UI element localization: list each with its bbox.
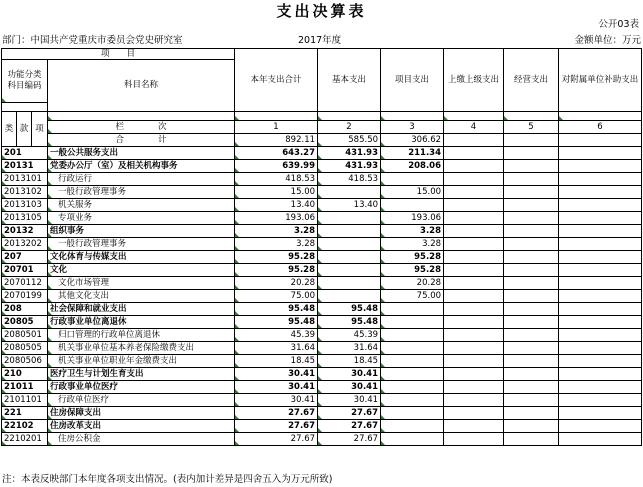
row-name: 机关事业单位基本养老保险缴费支出 — [48, 342, 235, 355]
row-code: 22102 — [2, 420, 48, 433]
row-name: 住房保障支出 — [48, 407, 235, 420]
row-total: 30.41 — [235, 368, 318, 381]
row-total: 31.64 — [235, 342, 318, 355]
table-row — [2, 303, 642, 316]
row-operation — [504, 381, 559, 394]
row-subsidy — [559, 199, 642, 212]
header-lei: 类 — [2, 112, 17, 147]
row-basic — [318, 290, 381, 303]
row-operation — [504, 212, 559, 225]
table-row — [2, 381, 642, 394]
row-total: 27.67 — [235, 433, 318, 446]
total-row-project: 306.62 — [381, 134, 444, 147]
table-row — [2, 355, 642, 368]
row-total: 95.48 — [235, 303, 318, 316]
table-row — [2, 420, 642, 433]
table-row — [2, 329, 642, 342]
row-project: 193.06 — [381, 212, 444, 225]
row-code: 208 — [2, 303, 48, 316]
row-name: 行政运行 — [48, 173, 235, 186]
row-code: 21011 — [2, 381, 48, 394]
year-label: 2017年度 — [298, 35, 342, 46]
row-code: 2013101 — [2, 173, 48, 186]
row-code: 210 — [2, 368, 48, 381]
row-total: 95.48 — [235, 316, 318, 329]
row-project: 211.34 — [381, 147, 444, 160]
row-basic: 30.41 — [318, 368, 381, 381]
row-upper — [444, 316, 504, 329]
row-total: 3.28 — [235, 238, 318, 251]
row-operation — [504, 407, 559, 420]
table-row — [2, 251, 642, 264]
row-operation — [504, 420, 559, 433]
row-subsidy — [559, 186, 642, 199]
row-project — [381, 316, 444, 329]
row-name: 文化体育与传媒支出 — [48, 251, 235, 264]
header-spacer — [504, 112, 559, 121]
row-basic: 30.41 — [318, 381, 381, 394]
row-code: 2013102 — [2, 186, 48, 199]
row-basic: 27.67 — [318, 407, 381, 420]
row-code: 20701 — [2, 264, 48, 277]
row-upper — [444, 368, 504, 381]
row-operation — [504, 368, 559, 381]
row-subsidy — [559, 303, 642, 316]
row-basic — [318, 238, 381, 251]
row-basic: 45.39 — [318, 329, 381, 342]
row-basic — [318, 186, 381, 199]
row-upper — [444, 251, 504, 264]
row-operation — [504, 290, 559, 303]
row-operation — [504, 186, 559, 199]
header-spacer — [235, 112, 318, 121]
row-name: 党委办公厅（室）及相关机构事务 — [48, 160, 235, 173]
row-basic: 30.41 — [318, 394, 381, 407]
row-name: 一般行政管理事务 — [48, 186, 235, 199]
row-upper — [444, 264, 504, 277]
header-num: 3 — [381, 121, 444, 134]
table-row — [2, 290, 642, 303]
row-name: 文化市场管理 — [48, 277, 235, 290]
row-total: 45.39 — [235, 329, 318, 342]
row-basic: 31.64 — [318, 342, 381, 355]
row-upper — [444, 225, 504, 238]
row-total: 418.53 — [235, 173, 318, 186]
table-row — [2, 199, 642, 212]
row-operation — [504, 329, 559, 342]
row-code: 2210201 — [2, 433, 48, 446]
row-name: 住房改革支出 — [48, 420, 235, 433]
header-spacer — [381, 112, 444, 121]
row-upper — [444, 381, 504, 394]
row-subsidy — [559, 264, 642, 277]
row-project — [381, 355, 444, 368]
row-project: 3.28 — [381, 225, 444, 238]
row-project — [381, 342, 444, 355]
row-operation — [504, 199, 559, 212]
unit-label: 金额单位：万元 — [574, 35, 641, 46]
table-row — [2, 238, 642, 251]
table-row — [2, 394, 642, 407]
total-row-subsidy — [559, 134, 642, 147]
row-code: 2013202 — [2, 238, 48, 251]
total-row-operation — [504, 134, 559, 147]
row-operation — [504, 342, 559, 355]
row-code: 2070112 — [2, 277, 48, 290]
row-upper — [444, 212, 504, 225]
table-row — [2, 186, 642, 199]
table-row — [2, 160, 642, 173]
row-subsidy — [559, 342, 642, 355]
row-upper — [444, 420, 504, 433]
row-basic — [318, 264, 381, 277]
row-project: 3.28 — [381, 238, 444, 251]
row-subsidy — [559, 173, 642, 186]
row-total: 639.99 — [235, 160, 318, 173]
row-name: 行政事业单位医疗 — [48, 381, 235, 394]
row-subsidy — [559, 329, 642, 342]
row-total: 75.00 — [235, 290, 318, 303]
row-subsidy — [559, 394, 642, 407]
row-name: 其他文化支出 — [48, 290, 235, 303]
row-project: 95.28 — [381, 251, 444, 264]
row-subsidy — [559, 381, 642, 394]
row-name: 一般公共服务支出 — [48, 147, 235, 160]
row-subsidy — [559, 160, 642, 173]
table-code: 公开03表 — [598, 19, 639, 30]
row-operation — [504, 394, 559, 407]
row-basic: 418.53 — [318, 173, 381, 186]
header-subsidy: 对附属单位补助支出 — [559, 49, 642, 112]
row-upper — [444, 186, 504, 199]
row-basic: 431.93 — [318, 147, 381, 160]
header-upper: 上缴上级支出 — [444, 49, 504, 112]
row-project — [381, 394, 444, 407]
total-row-basic: 585.50 — [318, 134, 381, 147]
header-code-col: 功能分类科目编码 — [2, 60, 48, 103]
row-name: 组织事务 — [48, 225, 235, 238]
row-total: 20.28 — [235, 277, 318, 290]
row-upper — [444, 407, 504, 420]
row-basic: 95.48 — [318, 316, 381, 329]
row-name: 行政事业单位离退休 — [48, 316, 235, 329]
row-code: 2080506 — [2, 355, 48, 368]
row-total: 3.28 — [235, 225, 318, 238]
row-subsidy — [559, 368, 642, 381]
row-total: 643.27 — [235, 147, 318, 160]
table-row — [2, 433, 642, 446]
total-row-upper — [444, 134, 504, 147]
row-code: 20131 — [2, 160, 48, 173]
row-name: 专项业务 — [48, 212, 235, 225]
row-code: 2013103 — [2, 199, 48, 212]
table-row — [2, 407, 642, 420]
row-name: 机关事业单位职业年金缴费支出 — [48, 355, 235, 368]
header-num: 4 — [444, 121, 504, 134]
row-name: 行政单位医疗 — [48, 394, 235, 407]
row-operation — [504, 238, 559, 251]
row-total: 15.00 — [235, 186, 318, 199]
row-code: 2070199 — [2, 290, 48, 303]
total-row-label: 合 计 — [48, 134, 235, 147]
row-project: 15.00 — [381, 186, 444, 199]
row-upper — [444, 342, 504, 355]
header-basic: 基本支出 — [318, 49, 381, 112]
row-operation — [504, 225, 559, 238]
row-total: 27.67 — [235, 407, 318, 420]
row-code: 2013105 — [2, 212, 48, 225]
row-subsidy — [559, 238, 642, 251]
row-total: 95.28 — [235, 264, 318, 277]
row-name: 归口管理的行政单位离退休 — [48, 329, 235, 342]
table-row — [2, 277, 642, 290]
row-code: 20132 — [2, 225, 48, 238]
table-row — [2, 225, 642, 238]
row-project — [381, 173, 444, 186]
row-operation — [504, 277, 559, 290]
row-code: 2101101 — [2, 394, 48, 407]
row-total: 95.28 — [235, 251, 318, 264]
row-project — [381, 199, 444, 212]
header-lanci-top — [48, 112, 235, 121]
row-basic: 27.67 — [318, 420, 381, 433]
row-upper — [444, 199, 504, 212]
row-basic — [318, 225, 381, 238]
header-num: 1 — [235, 121, 318, 134]
row-project — [381, 303, 444, 316]
row-name: 住房公积金 — [48, 433, 235, 446]
row-project — [381, 368, 444, 381]
row-code: 20805 — [2, 316, 48, 329]
row-project — [381, 433, 444, 446]
header-num: 5 — [504, 121, 559, 134]
header-num: 6 — [559, 121, 642, 134]
row-upper — [444, 238, 504, 251]
row-subsidy — [559, 355, 642, 368]
table-row — [2, 264, 642, 277]
row-upper — [444, 303, 504, 316]
header-operation: 经营支出 — [504, 49, 559, 112]
expenditure-table — [1, 48, 642, 446]
row-upper — [444, 290, 504, 303]
header-total: 本年支出合计 — [235, 49, 318, 112]
footnote: 注：本表反映部门本年度各项支出情况。(表内加计差异是四舍五入为万元所致) — [2, 474, 333, 485]
row-project — [381, 329, 444, 342]
table-row — [2, 342, 642, 355]
row-project: 95.28 — [381, 264, 444, 277]
table-row — [2, 368, 642, 381]
table-row — [2, 173, 642, 186]
row-subsidy — [559, 212, 642, 225]
header-kuan: 款 — [17, 112, 32, 147]
row-operation — [504, 147, 559, 160]
row-upper — [444, 394, 504, 407]
page-title: 支出决算表 — [276, 2, 367, 20]
row-operation — [504, 355, 559, 368]
row-basic — [318, 212, 381, 225]
row-code: 221 — [2, 407, 48, 420]
row-upper — [444, 433, 504, 446]
row-project: 75.00 — [381, 290, 444, 303]
row-name: 社会保障和就业支出 — [48, 303, 235, 316]
header-spacer — [318, 112, 381, 121]
row-operation — [504, 316, 559, 329]
row-project — [381, 420, 444, 433]
row-basic: 18.45 — [318, 355, 381, 368]
row-project — [381, 407, 444, 420]
row-operation — [504, 303, 559, 316]
total-row-total: 892.11 — [235, 134, 318, 147]
row-upper — [444, 277, 504, 290]
row-basic — [318, 277, 381, 290]
row-upper — [444, 160, 504, 173]
row-total: 18.45 — [235, 355, 318, 368]
table-row — [2, 212, 642, 225]
row-upper — [444, 147, 504, 160]
row-total: 27.67 — [235, 420, 318, 433]
row-code: 207 — [2, 251, 48, 264]
row-code: 2080501 — [2, 329, 48, 342]
row-code: 2080505 — [2, 342, 48, 355]
row-project: 208.06 — [381, 160, 444, 173]
row-subsidy — [559, 277, 642, 290]
row-subsidy — [559, 316, 642, 329]
row-upper — [444, 355, 504, 368]
row-subsidy — [559, 147, 642, 160]
header-num: 2 — [318, 121, 381, 134]
department-label: 部门：中国共产党重庆市委员会党史研究室 — [2, 35, 183, 46]
header-spacer — [2, 103, 48, 112]
row-subsidy — [559, 433, 642, 446]
row-operation — [504, 433, 559, 446]
row-project — [381, 381, 444, 394]
row-total: 30.41 — [235, 394, 318, 407]
row-operation — [504, 160, 559, 173]
row-subsidy — [559, 225, 642, 238]
row-operation — [504, 251, 559, 264]
row-basic: 27.67 — [318, 433, 381, 446]
meta-row — [2, 34, 641, 47]
row-upper — [444, 173, 504, 186]
table-row — [2, 316, 642, 329]
row-subsidy — [559, 420, 642, 433]
row-subsidy — [559, 290, 642, 303]
header-item-group: 项 目 — [2, 49, 235, 60]
header-spacer — [444, 112, 504, 121]
header-project: 项目支出 — [381, 49, 444, 112]
row-total: 193.06 — [235, 212, 318, 225]
row-basic: 13.40 — [318, 199, 381, 212]
row-name: 医疗卫生与计划生育支出 — [48, 368, 235, 381]
table-row — [2, 147, 642, 160]
header-name-col: 科目名称 — [48, 60, 235, 112]
row-name: 一般行政管理事务 — [48, 238, 235, 251]
row-total: 13.40 — [235, 199, 318, 212]
row-basic: 431.93 — [318, 160, 381, 173]
row-operation — [504, 173, 559, 186]
row-subsidy — [559, 251, 642, 264]
row-total: 30.41 — [235, 381, 318, 394]
row-operation — [504, 264, 559, 277]
row-name: 文化 — [48, 264, 235, 277]
row-basic — [318, 251, 381, 264]
row-project: 20.28 — [381, 277, 444, 290]
header-lanci: 栏 次 — [48, 121, 235, 134]
row-code: 201 — [2, 147, 48, 160]
row-name: 机关服务 — [48, 199, 235, 212]
row-subsidy — [559, 407, 642, 420]
header-spacer — [559, 112, 642, 121]
header-xiang: 项 — [32, 112, 48, 147]
row-basic: 95.48 — [318, 303, 381, 316]
row-upper — [444, 329, 504, 342]
